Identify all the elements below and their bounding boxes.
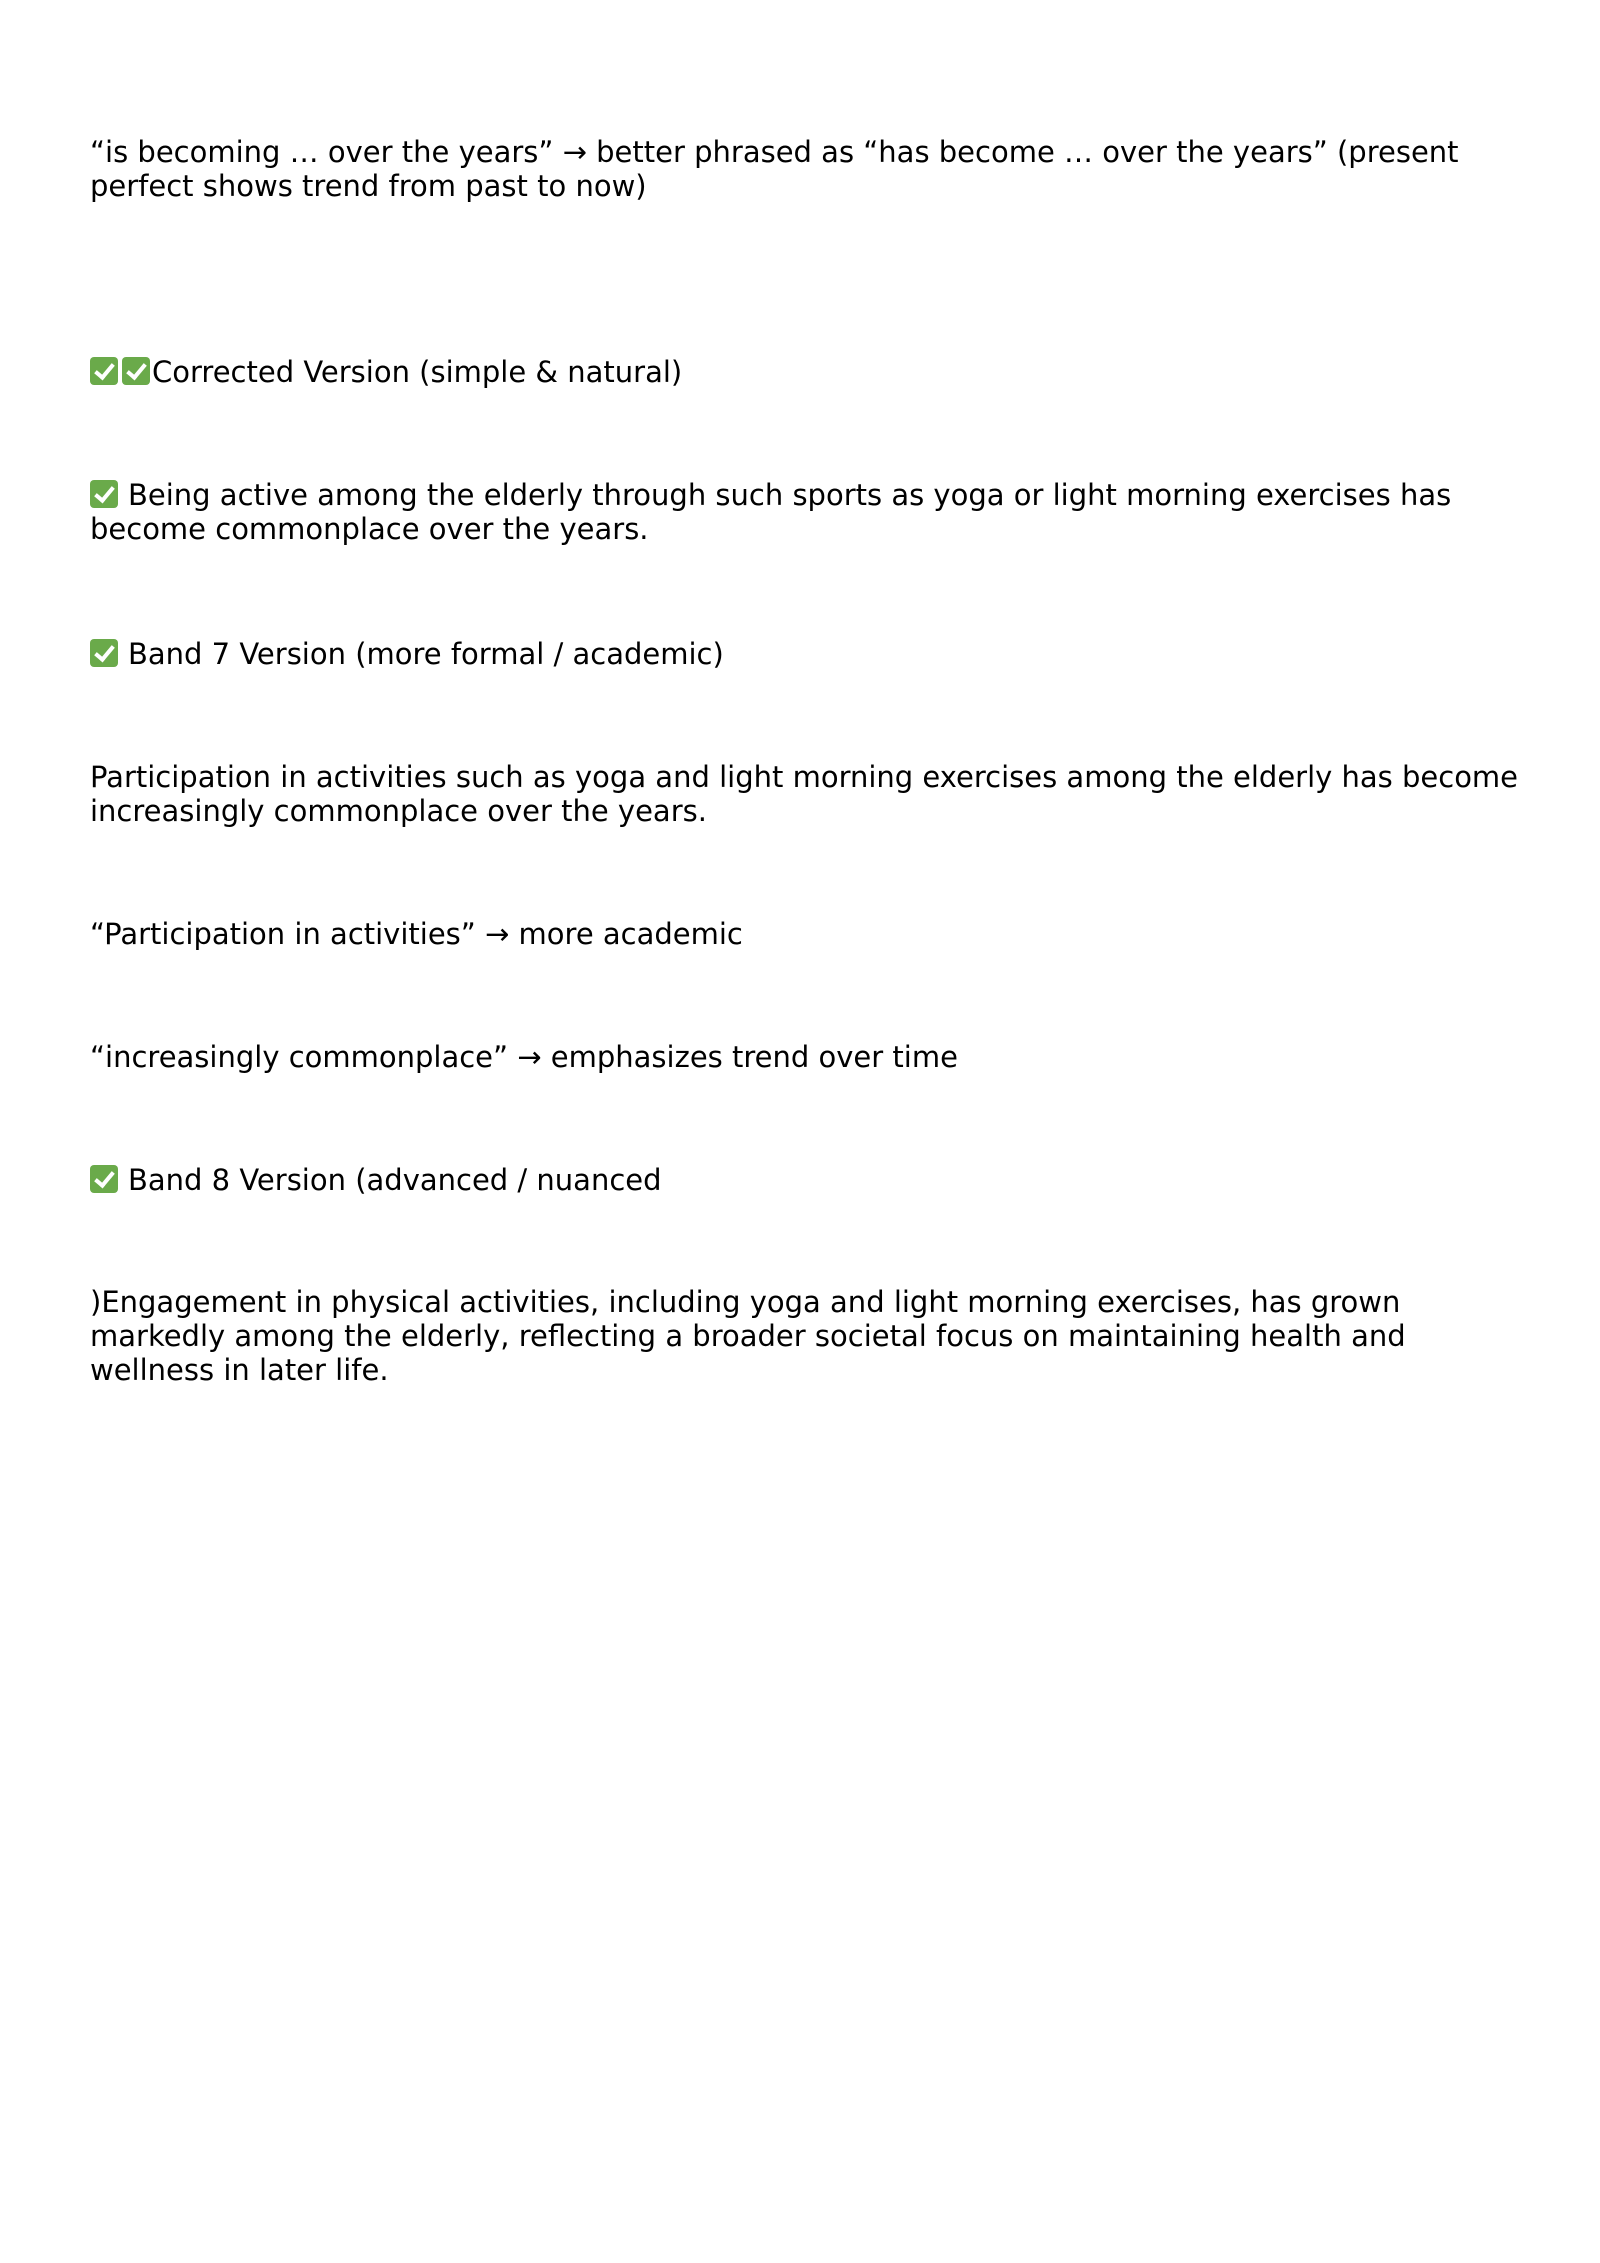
check-mark-box-icon <box>90 480 118 508</box>
check-mark-box-icon <box>90 639 118 667</box>
note-academic-text: “Participation in activities” → more academic <box>90 917 743 951</box>
band-8-heading-text: Band 8 Version (advanced / nuanced <box>128 1163 662 1197</box>
paragraph-note-academic <box>90 917 1530 951</box>
corrected-sentence-text: Being active among the elderly through such sports as yoga or light morning exercises has become commonplace over the years. <box>90 478 1452 546</box>
paragraph-band-7-sentence <box>90 760 1530 828</box>
corrected-version-heading-text: Corrected Version (simple & natural) <box>152 355 683 389</box>
note-trend-text: “increasingly commonplace” → emphasizes trend over time <box>90 1040 958 1074</box>
heading-band-7-version <box>90 637 1530 671</box>
paragraph-corrected-sentence <box>90 478 1530 546</box>
heading-band-8-version <box>90 1163 1530 1197</box>
band-8-sentence-text: )Engagement in physical activities, including yoga and light morning exercises, has grown markedly among the elderly, reflecting a broader societal focus on maintaining health and wellness in later life. <box>90 1285 1406 1387</box>
check-mark-box-icon <box>90 1165 118 1193</box>
check-mark-box-icon <box>122 357 150 385</box>
check-mark-box-icon <box>90 357 118 385</box>
band-7-sentence-text: Participation in activities such as yoga and light morning exercises among the elderly has become increasingly commonplace over the years. <box>90 760 1519 828</box>
paragraph-note-trend <box>90 1040 1530 1074</box>
paragraph-band-8-sentence <box>90 1285 1530 1387</box>
grammar-note-text: “is becoming … over the years” → better phrased as “has become … over the years” (present perfect shows trend from past to now) <box>90 135 1459 203</box>
heading-corrected-version <box>90 355 1530 389</box>
band-7-heading-text: Band 7 Version (more formal / academic) <box>128 637 724 671</box>
paragraph-grammar-note <box>90 135 1530 203</box>
